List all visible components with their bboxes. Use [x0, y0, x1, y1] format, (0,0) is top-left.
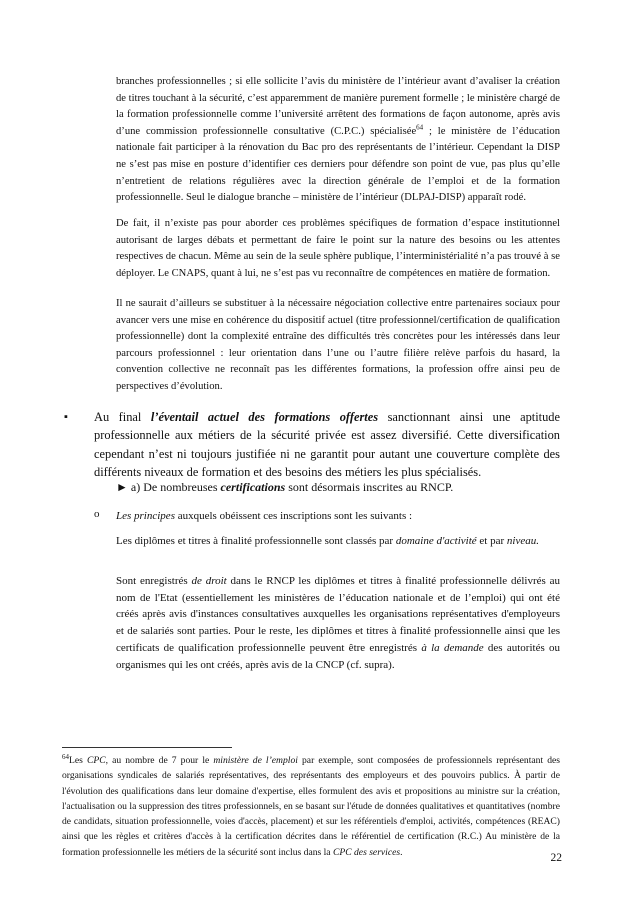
- emphasis-text: Les principes: [116, 510, 175, 522]
- emphasis-text: l’éventail actuel des formations offertes: [150, 410, 379, 424]
- emphasis-text: certifications: [220, 480, 286, 494]
- emphasis-text: CPC: [86, 755, 106, 766]
- paragraph-text: Au final: [94, 410, 151, 424]
- paragraph-text: dans le RNCP les diplômes et titres à finalité professionnelle délivrés au nom de l'Etat (essentiellement les ministères de l’éducation nationale et de l’emploi) qui ont été créés après avis d'instances consultatives auxquelles les organisations représentatives d'employeurs et de salariés sont parties. Pour le reste, les diplômes et titres à finalité professionnelle ainsi que les certificats de qualification professionnelle peuvent être enregistrés: [116, 575, 560, 654]
- footnote-text: .: [400, 846, 403, 858]
- paragraph-principes: [116, 508, 560, 525]
- paragraph-diplomes-classes: [116, 533, 560, 550]
- footnote-text: par exemple, sont composées de professionnels représentant des organisations syndicales de salariés représentatives, des représentants des employeurs et des pouvoirs publics. À partir de l'évolution des qualifications dans leur domaine d'expertise, elles formulent des avis et propositions au ministre sur la création, l'actualisation ou la suppression des titres professionnels, en se basant sur l'étude de données qualitatives et quantitatives (nombre de candidats, situation professionnelle, voies d'accès, placement) et sur les référentiels d'emploi, activités, compétences (REAC) ainsi que les règles et critères d'accès à la certification décrites dans le référentiel de certification (R.C.) Au ministère de la formation professionnelle les métiers de la sécurité sont inclus dans la: [62, 755, 560, 858]
- emphasis-text: à la demande: [421, 641, 484, 654]
- footnote-number: 64: [62, 752, 69, 761]
- paragraph-text: branches professionnelles ; si elle sollicite l’avis du ministère de l’intérieur avant d’avaliser la création de titres touchant à la sécurité, c’est apparemment de manière purement formelle ; le ministère chargé de la formation professionnelle comme l’université arrêtent des formations de façon autonome, après avis d’une commission professionnelle consultative (C.P.C.) spécialisée: [116, 76, 560, 137]
- paragraph-text: Les diplômes et titres à finalité professionnelle sont classés par: [116, 535, 396, 547]
- emphasis-text: domaine d'activité: [395, 535, 477, 547]
- footnote-64: [62, 753, 560, 860]
- paragraph-enregistres: [116, 573, 560, 673]
- footnote-text: , au nombre de 7 pour le: [105, 755, 214, 766]
- square-bullet-icon: ▪: [64, 411, 68, 423]
- page-number: 22: [550, 852, 562, 864]
- paragraph-il-ne-saurait: [116, 296, 560, 396]
- paragraph-text: et par: [476, 535, 507, 547]
- emphasis-text: CPC des services: [332, 846, 401, 858]
- circle-bullet-icon: o: [94, 508, 100, 520]
- paragraph-au-final: [94, 408, 560, 482]
- paragraph-text: Sont enregistrés: [116, 575, 192, 587]
- subheading-text: a) De nombreuses: [127, 480, 221, 494]
- paragraph-text: De fait, il n’existe pas pour aborder ces problèmes spécifiques de formation d’espace institutionnel autorisant de larges débats et permettant de faire le point sur la nature des besoins ou les attentes respectives de chacun. Même au sein de la seule sphère publique, l’interministérialité n’a pas trouvé à se déployer. Le CNAPS, quant à lui, ne s’est pas vu reconnaître de compétences en matière de formation.: [116, 218, 560, 279]
- subheading-text: sont désormais inscrites au RNCP.: [285, 480, 454, 494]
- paragraph-text: Il ne saurait d’ailleurs se substituer à la nécessaire négociation collective entre partenaires sociaux pour avancer vers une mise en cohérence du dispositif actuel (titre professionnel/certification de qualification professionnelle) dont la complexité entraîne des difficultés très concrètes pour les intéressés dans leur parcours professionnel : leur orientation dans l’une ou l’autre filière relève parfois du hasard, la convention collective ne reconnaît pas les différentes formations, la profession offre ainsi peu de perspectives d’évolution.: [116, 298, 560, 392]
- emphasis-text: ministère de l’emploi: [213, 755, 298, 766]
- footnote-reference[interactable]: 64: [416, 123, 424, 132]
- paragraph-text: des autorités ou organismes qui les ont créés, après avis de la CNCP (cf. supra).: [116, 641, 560, 671]
- emphasis-text: niveau.: [506, 535, 539, 547]
- emphasis-text: de droit: [191, 575, 227, 587]
- subheading-certifications: [116, 480, 453, 495]
- arrow-right-icon: ►: [116, 480, 128, 494]
- footnote-divider: [62, 747, 232, 748]
- paragraph-de-fait: [116, 216, 560, 282]
- paragraph-text: ; le ministère de l’éducation nationale fait participer à la rénovation du Bac pro des représentants de l’intérieur. Cependant la DISP ne s’est pas mise en posture d’identifier ces derniers pour défendre son point de vue, pas plus qu’elle n’entretient de relations régulières avec la direction générale de l’emploi et de la formation professionnelle. Seul le dialogue branche – ministère de l’intérieur (DLPAJ-DISP) apparaît rodé.: [116, 125, 560, 204]
- paragraph-text: sanctionnant ainsi une aptitude professionnelle aux métiers de la sécurité privée est assez diversifié. Cette diversification cependant n’est ni toujours justifiée ni ne garantit pour autant une couverture complète des différents niveaux de formation et des besoins des métiers les plus spécialisés.: [94, 410, 560, 480]
- footnote-text: Les: [69, 755, 87, 766]
- paragraph-branches: [116, 74, 560, 207]
- paragraph-text: auxquels obéissent ces inscriptions sont les suivants :: [174, 510, 413, 522]
